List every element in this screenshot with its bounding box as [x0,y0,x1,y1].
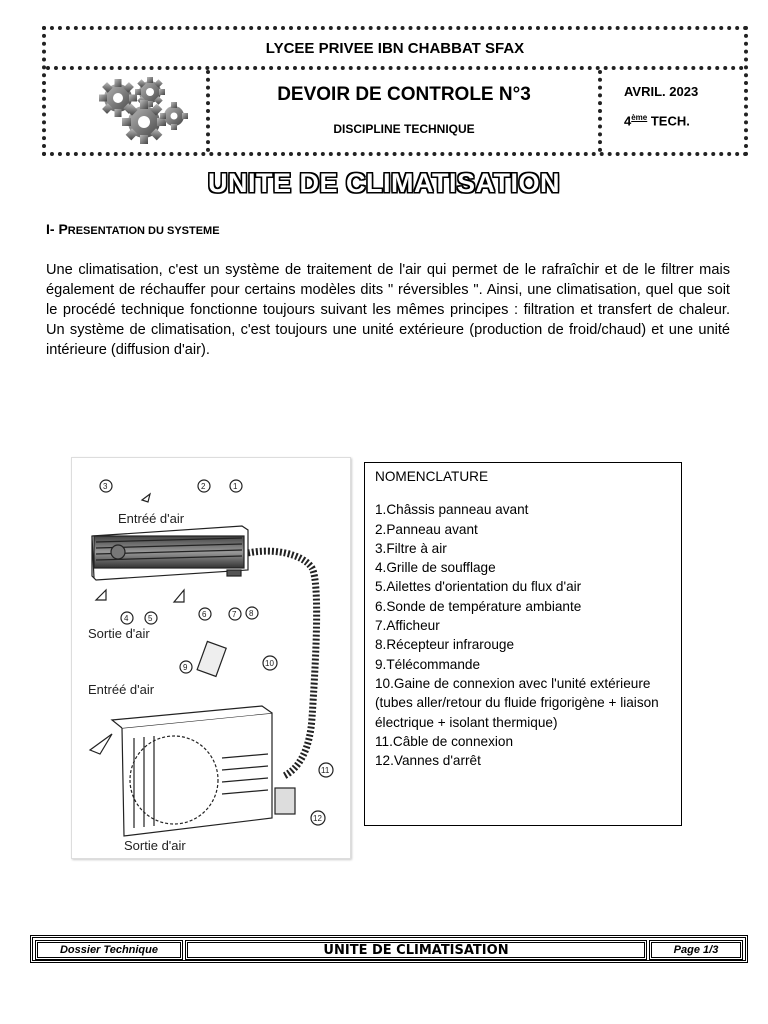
nomenclature-list [375,500,671,770]
air-in-top-label: Entréé d'air [118,511,185,526]
list-item: 2.Panneau avant [375,521,478,537]
callout-6: 6 [202,610,207,619]
callout-8: 8 [249,609,254,618]
outdoor-unit [112,706,295,836]
callout-4: 4 [124,614,129,623]
air-out-top-label: Sortie d'air [88,626,150,641]
school-name: LYCEE PRIVEE IBN CHABBAT SFAX [46,30,744,70]
discipline-label: DISCIPLINE TECHNIQUE [333,122,475,136]
diagram-svg [72,458,350,858]
list-item: 8.Récepteur infrarouge [375,637,515,653]
callout-11: 11 [321,766,330,775]
callout-3: 3 [103,482,108,491]
exam-title-cell [210,70,602,152]
nomenclature-box [364,462,682,826]
list-item: 1.Châssis panneau avant [375,502,529,518]
callout-7: 7 [232,610,237,619]
callout-12: 12 [313,814,322,823]
gears-logo [46,70,210,152]
nomenclature-heading: NOMENCLATURE [375,469,489,484]
date-class-cell [602,70,744,152]
list-item: 6.Sonde de température ambiante [375,598,582,614]
indoor-unit [92,526,248,580]
callout-5: 5 [148,614,153,623]
callout-1: 1 [233,482,238,491]
intro-paragraph: Une climatisation, c'est un système de traitement de l'air qui permet de le rafraîchir et de le filtrer mais également de réchauffer pour certains modèles dits " réversibles ". Ainsi, une climatisation, quel que soit le procédé technique fonctionne toujours suivant les mêmes principes : filtration et transfert de chaleur. Un système de climatisation, c'est toujours une unité extérieure (production de froid/chaud) et une unité intérieure (diffusion d'air). [46,262,730,358]
class-superscript: ème [631,113,648,122]
exam-date: AVRIL. 2023 [624,84,699,99]
air-conditioner-diagram [71,457,351,859]
footer-bar [30,935,748,963]
list-item: 5.Ailettes d'orientation du flux d'air [375,579,582,595]
footer-dossier: Dossier Technique [35,940,183,960]
list-item: 11.Câble de connexion [375,733,514,749]
class-label [624,113,690,128]
gears-icon [46,70,206,152]
list-item: 12.Vannes d'arrêt [375,753,481,769]
air-in-bottom-label: Entréé d'air [88,682,155,697]
callout-2: 2 [201,482,206,491]
callout-10: 10 [265,659,274,668]
section-heading [46,221,220,237]
section-prefix: I- P [46,221,68,237]
class-suffix: TECH. [647,113,690,129]
class-number: 4 [624,113,632,129]
list-item: 7.Afficheur [375,618,440,634]
exam-title: DEVOIR DE CONTROLE N°3 [277,84,531,105]
list-item: 3.Filtre à air [375,540,447,556]
list-item: 10.Gaine de connexion avec l'unité extérieure (tubes aller/retour du fluide frigorigène + liaison électrique + isolant thermique) [375,675,659,730]
list-item: 9.Télécommande [375,656,481,672]
section-rest: RESENTATION DU SYSTEME [67,225,220,237]
air-out-bottom-label: Sortie d'air [124,838,186,853]
footer-page: Page 1/3 [649,940,743,960]
list-item: 4.Grille de soufflage [375,560,496,576]
footer-title: UNITE DE CLIMATISATION [185,940,647,960]
document-title: UNITE DE CLIMATISATION [208,168,560,198]
callout-9: 9 [183,663,188,672]
